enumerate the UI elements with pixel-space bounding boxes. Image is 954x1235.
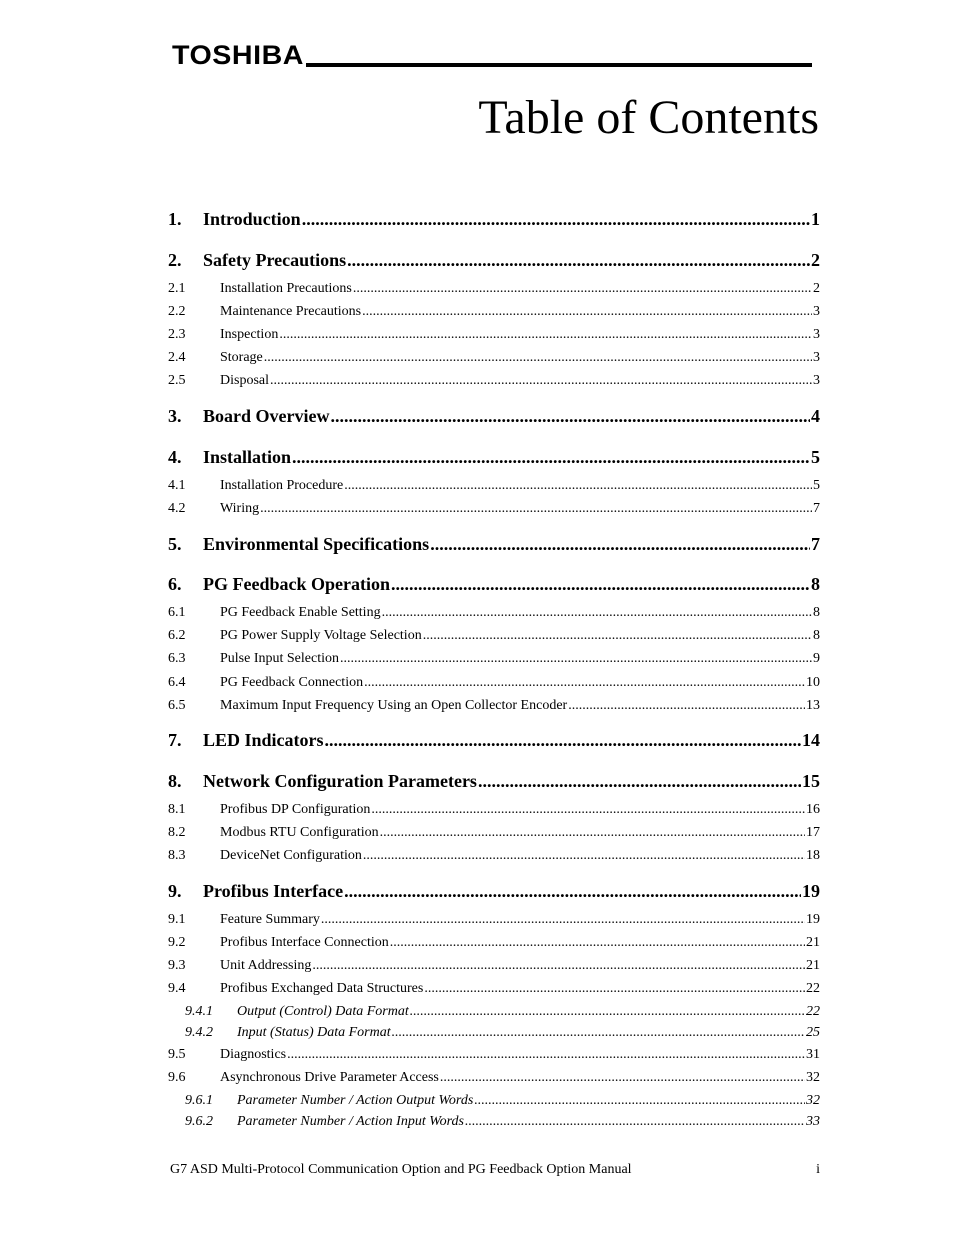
toc-section-entry[interactable]: [168, 281, 820, 297]
page-title: Table of Contents: [478, 91, 819, 144]
toshiba-logo: TOSHIBA: [172, 40, 304, 70]
toc-dot-leader: [380, 825, 805, 841]
toc-entry-number: 9.6.1: [185, 1093, 213, 1108]
toc-entry-page: 13: [806, 698, 820, 713]
toc-entry-label: Environmental Specifications: [203, 534, 430, 554]
toc-chapter-entry[interactable]: [168, 406, 820, 427]
toc-entry-label: PG Feedback Connection: [220, 675, 364, 690]
toc-entry-label: Installation: [203, 447, 292, 467]
toc-entry-label: Input (Status) Data Format: [237, 1025, 391, 1040]
toc-chapter-entry[interactable]: [168, 250, 820, 271]
toc-entry-page: 17: [806, 825, 820, 840]
toc-dot-leader: [568, 698, 805, 714]
toc-entry-label: Feature Summary: [220, 912, 320, 927]
toc-entry-label: Installation Procedure: [220, 478, 344, 493]
toc-entry-page: 25: [806, 1025, 820, 1040]
toc-entry-number: 1.: [168, 209, 182, 229]
toc-entry-page: 21: [806, 958, 820, 973]
toc-entry-number: 6.1: [168, 605, 186, 620]
toc-section-entry[interactable]: [168, 912, 820, 928]
toc-entry-label: Profibus Exchanged Data Structures: [220, 981, 424, 996]
toc-dot-leader: [353, 281, 812, 297]
toc-entry-label: Inspection: [220, 327, 279, 342]
toc-entry-page: 22: [806, 981, 820, 996]
toc-entry-page: 3: [813, 373, 820, 388]
toc-entry-number: 9.2: [168, 935, 186, 950]
toc-entry-number: 9.: [168, 881, 182, 901]
toc-entry-page: 2: [813, 281, 820, 296]
toc-entry-number: 9.4: [168, 981, 186, 996]
toc-dot-leader: [478, 771, 801, 792]
toc-entry-page: 19: [802, 881, 820, 901]
toc-dot-leader: [260, 501, 812, 517]
toc-section-entry[interactable]: [168, 350, 820, 366]
toc-section-entry[interactable]: [168, 327, 820, 343]
toc-entry-page: 1: [811, 209, 820, 229]
toc-dot-leader: [270, 373, 812, 389]
toc-entry-label: PG Feedback Operation: [203, 574, 390, 594]
toc-entry-number: 8.3: [168, 848, 186, 863]
toc-entry-page: 7: [811, 534, 820, 554]
toc-entry-page: 16: [806, 802, 820, 817]
toc-entry-label: Parameter Number / Action Input Words: [237, 1114, 464, 1129]
toc-entry-label: LED Indicators: [203, 730, 324, 750]
toc-section-entry[interactable]: [168, 1070, 820, 1086]
toc-dot-leader: [391, 574, 810, 595]
toc-dot-leader: [371, 802, 805, 818]
toc-entry-page: 19: [806, 912, 820, 927]
toc-entry-number: 2.1: [168, 281, 186, 296]
toc-section-entry[interactable]: [168, 935, 820, 951]
toc-entry-number: 2.: [168, 250, 182, 270]
toc-entry-label: Safety Precautions: [203, 250, 347, 270]
toc-entry-label: Profibus DP Configuration: [220, 802, 371, 817]
toc-dot-leader: [410, 1004, 805, 1020]
toc-entry-page: 4: [811, 406, 820, 426]
toc-entry-label: Disposal: [220, 373, 269, 388]
toc-entry-number: 7.: [168, 730, 182, 750]
toc-entry-page: 8: [811, 574, 820, 594]
toc-entry-number: 6.: [168, 574, 182, 594]
toc-entry-page: 22: [806, 1004, 820, 1019]
toc-section-entry[interactable]: [168, 373, 820, 389]
toc-entry-page: 21: [806, 935, 820, 950]
toc-entry-label: Installation Precautions: [220, 281, 352, 296]
toc-dot-leader: [344, 478, 812, 494]
toc-entry-number: 4.: [168, 447, 182, 467]
toc-entry-page: 32: [806, 1070, 820, 1085]
toc-section-entry[interactable]: [168, 628, 820, 644]
toc-section-entry[interactable]: [168, 848, 820, 864]
toc-chapter-entry[interactable]: [168, 730, 820, 751]
toc-entry-label: Maximum Input Frequency Using an Open Collector Encoder: [220, 698, 568, 713]
toc-chapter-entry[interactable]: [168, 447, 820, 468]
toc-entry-label: Output (Control) Data Format: [237, 1004, 409, 1019]
toc-entry-page: 18: [806, 848, 820, 863]
toc-entry-label: Unit Addressing: [220, 958, 312, 973]
toc-dot-leader: [344, 881, 801, 902]
toc-entry-page: 15: [802, 771, 820, 791]
toc-entry-page: 14: [802, 730, 820, 750]
toc-entry-number: 8.2: [168, 825, 186, 840]
toc-section-entry[interactable]: [168, 802, 820, 818]
toc-dot-leader: [363, 848, 805, 864]
toc-section-entry[interactable]: [168, 605, 820, 621]
toc-entry-number: 9.1: [168, 912, 186, 927]
toc-entry-number: 9.4.2: [185, 1025, 213, 1040]
toc-entry-label: Diagnostics: [220, 1047, 287, 1062]
toc-section-entry[interactable]: [168, 825, 820, 841]
toc-dot-leader: [474, 1093, 805, 1109]
toc-dot-leader: [430, 534, 810, 555]
toc-entry-label: Board Overview: [203, 406, 330, 426]
toc-entry-number: 6.5: [168, 698, 186, 713]
toc-chapter-entry[interactable]: [168, 534, 820, 555]
toc-dot-leader: [392, 1025, 805, 1041]
toc-entry-page: 3: [813, 350, 820, 365]
toc-dot-leader: [312, 958, 805, 974]
toc-entry-number: 9.3: [168, 958, 186, 973]
toc-dot-leader: [330, 406, 810, 427]
toc-entry-label: Asynchronous Drive Parameter Access: [220, 1070, 439, 1085]
toc-entry-label: PG Power Supply Voltage Selection: [220, 628, 422, 643]
toc-subsection-entry[interactable]: [168, 1093, 820, 1109]
toc-section-entry[interactable]: [168, 1047, 820, 1063]
toc-subsection-entry[interactable]: [168, 1004, 820, 1020]
toc-entry-label: Modbus RTU Configuration: [220, 825, 379, 840]
toc-dot-leader: [364, 675, 805, 691]
toc-dot-leader: [302, 209, 810, 230]
toc-entry-number: 3.: [168, 406, 182, 426]
page-header: [172, 40, 812, 70]
toc-chapter-entry[interactable]: [168, 881, 820, 902]
toc-dot-leader: [321, 912, 805, 928]
toc-entry-number: 2.3: [168, 327, 186, 342]
toc-entry-number: 6.2: [168, 628, 186, 643]
toc-entry-page: 33: [806, 1114, 820, 1129]
toc-chapter-entry[interactable]: [168, 574, 820, 595]
toc-entry-page: 7: [813, 501, 820, 516]
toc-entry-number: 9.6.2: [185, 1114, 213, 1129]
toc-entry-number: 2.4: [168, 350, 186, 365]
toc-entry-number: 9.6: [168, 1070, 186, 1085]
toc-entry-page: 9: [813, 651, 820, 666]
toc-entry-label: Profibus Interface: [203, 881, 344, 901]
toc-entry-page: 5: [811, 447, 820, 467]
toc-section-entry[interactable]: [168, 501, 820, 517]
toc-entry-page: 31: [806, 1047, 820, 1062]
toc-entry-number: 2.5: [168, 373, 186, 388]
toc-entry-label: Parameter Number / Action Output Words: [237, 1093, 474, 1108]
toc-entry-label: Pulse Input Selection: [220, 651, 339, 666]
toc-entry-page: 10: [806, 675, 820, 690]
toc-entry-label: Wiring: [220, 501, 260, 516]
toc-entry-page: 8: [813, 628, 820, 643]
footer-page-number: i: [816, 1162, 820, 1177]
toc-entry-label: Maintenance Precautions: [220, 304, 362, 319]
toc-dot-leader: [292, 447, 810, 468]
toc-chapter-entry[interactable]: [168, 209, 820, 230]
footer-manual-title: G7 ASD Multi-Protocol Communication Option and PG Feedback Option Manual: [170, 1162, 632, 1177]
toc-dot-leader: [279, 327, 812, 343]
toc-dot-leader: [287, 1047, 805, 1063]
toc-dot-leader: [382, 605, 812, 621]
toc-dot-leader: [340, 651, 812, 667]
toc-entry-page: 5: [813, 478, 820, 493]
toc-entry-number: 6.4: [168, 675, 186, 690]
toc-dot-leader: [423, 628, 812, 644]
toc-dot-leader: [465, 1114, 805, 1130]
toc-entry-number: 9.5: [168, 1047, 186, 1062]
toc-section-entry[interactable]: [168, 304, 820, 320]
toc-entry-page: 8: [813, 605, 820, 620]
header-rule: [306, 63, 812, 67]
toc-entry-label: Network Configuration Parameters: [203, 771, 477, 791]
toc-dot-leader: [424, 981, 805, 997]
toc-entry-page: 2: [811, 250, 820, 270]
toc-dot-leader: [440, 1070, 805, 1086]
toc-dot-leader: [362, 304, 812, 320]
toc-entry-number: 8.1: [168, 802, 186, 817]
toc-dot-leader: [325, 730, 801, 751]
toc-entry-label: Introduction: [203, 209, 301, 229]
toc-entry-label: Profibus Interface Connection: [220, 935, 389, 950]
toc-entry-label: Storage: [220, 350, 263, 365]
toc-dot-leader: [390, 935, 805, 951]
toc-dot-leader: [347, 250, 810, 271]
toc-entry-page: 3: [813, 304, 820, 319]
toc-section-entry[interactable]: [168, 675, 820, 691]
toc-entry-page: 32: [806, 1093, 820, 1108]
toc-subsection-entry[interactable]: [168, 1025, 820, 1041]
toc-section-entry[interactable]: [168, 478, 820, 494]
toc-entry-label: DeviceNet Configuration: [220, 848, 362, 863]
toc-entry-number: 8.: [168, 771, 182, 791]
toc-entry-number: 6.3: [168, 651, 186, 666]
toc-chapter-entry[interactable]: [168, 771, 820, 792]
toc-section-entry[interactable]: [168, 651, 820, 667]
toc-entry-number: 4.1: [168, 478, 186, 493]
toc-entry-number: 5.: [168, 534, 182, 554]
toc-subsection-entry[interactable]: [168, 1114, 820, 1130]
toc-entry-label: PG Feedback Enable Setting: [220, 605, 381, 620]
toc-section-entry[interactable]: [168, 698, 820, 714]
toc-section-entry[interactable]: [168, 981, 820, 997]
toc-entry-number: 2.2: [168, 304, 186, 319]
toc-entry-page: 3: [813, 327, 820, 342]
toc-entry-number: 4.2: [168, 501, 186, 516]
toc-entry-number: 9.4.1: [185, 1004, 213, 1019]
toc-section-entry[interactable]: [168, 958, 820, 974]
toc-dot-leader: [264, 350, 812, 366]
